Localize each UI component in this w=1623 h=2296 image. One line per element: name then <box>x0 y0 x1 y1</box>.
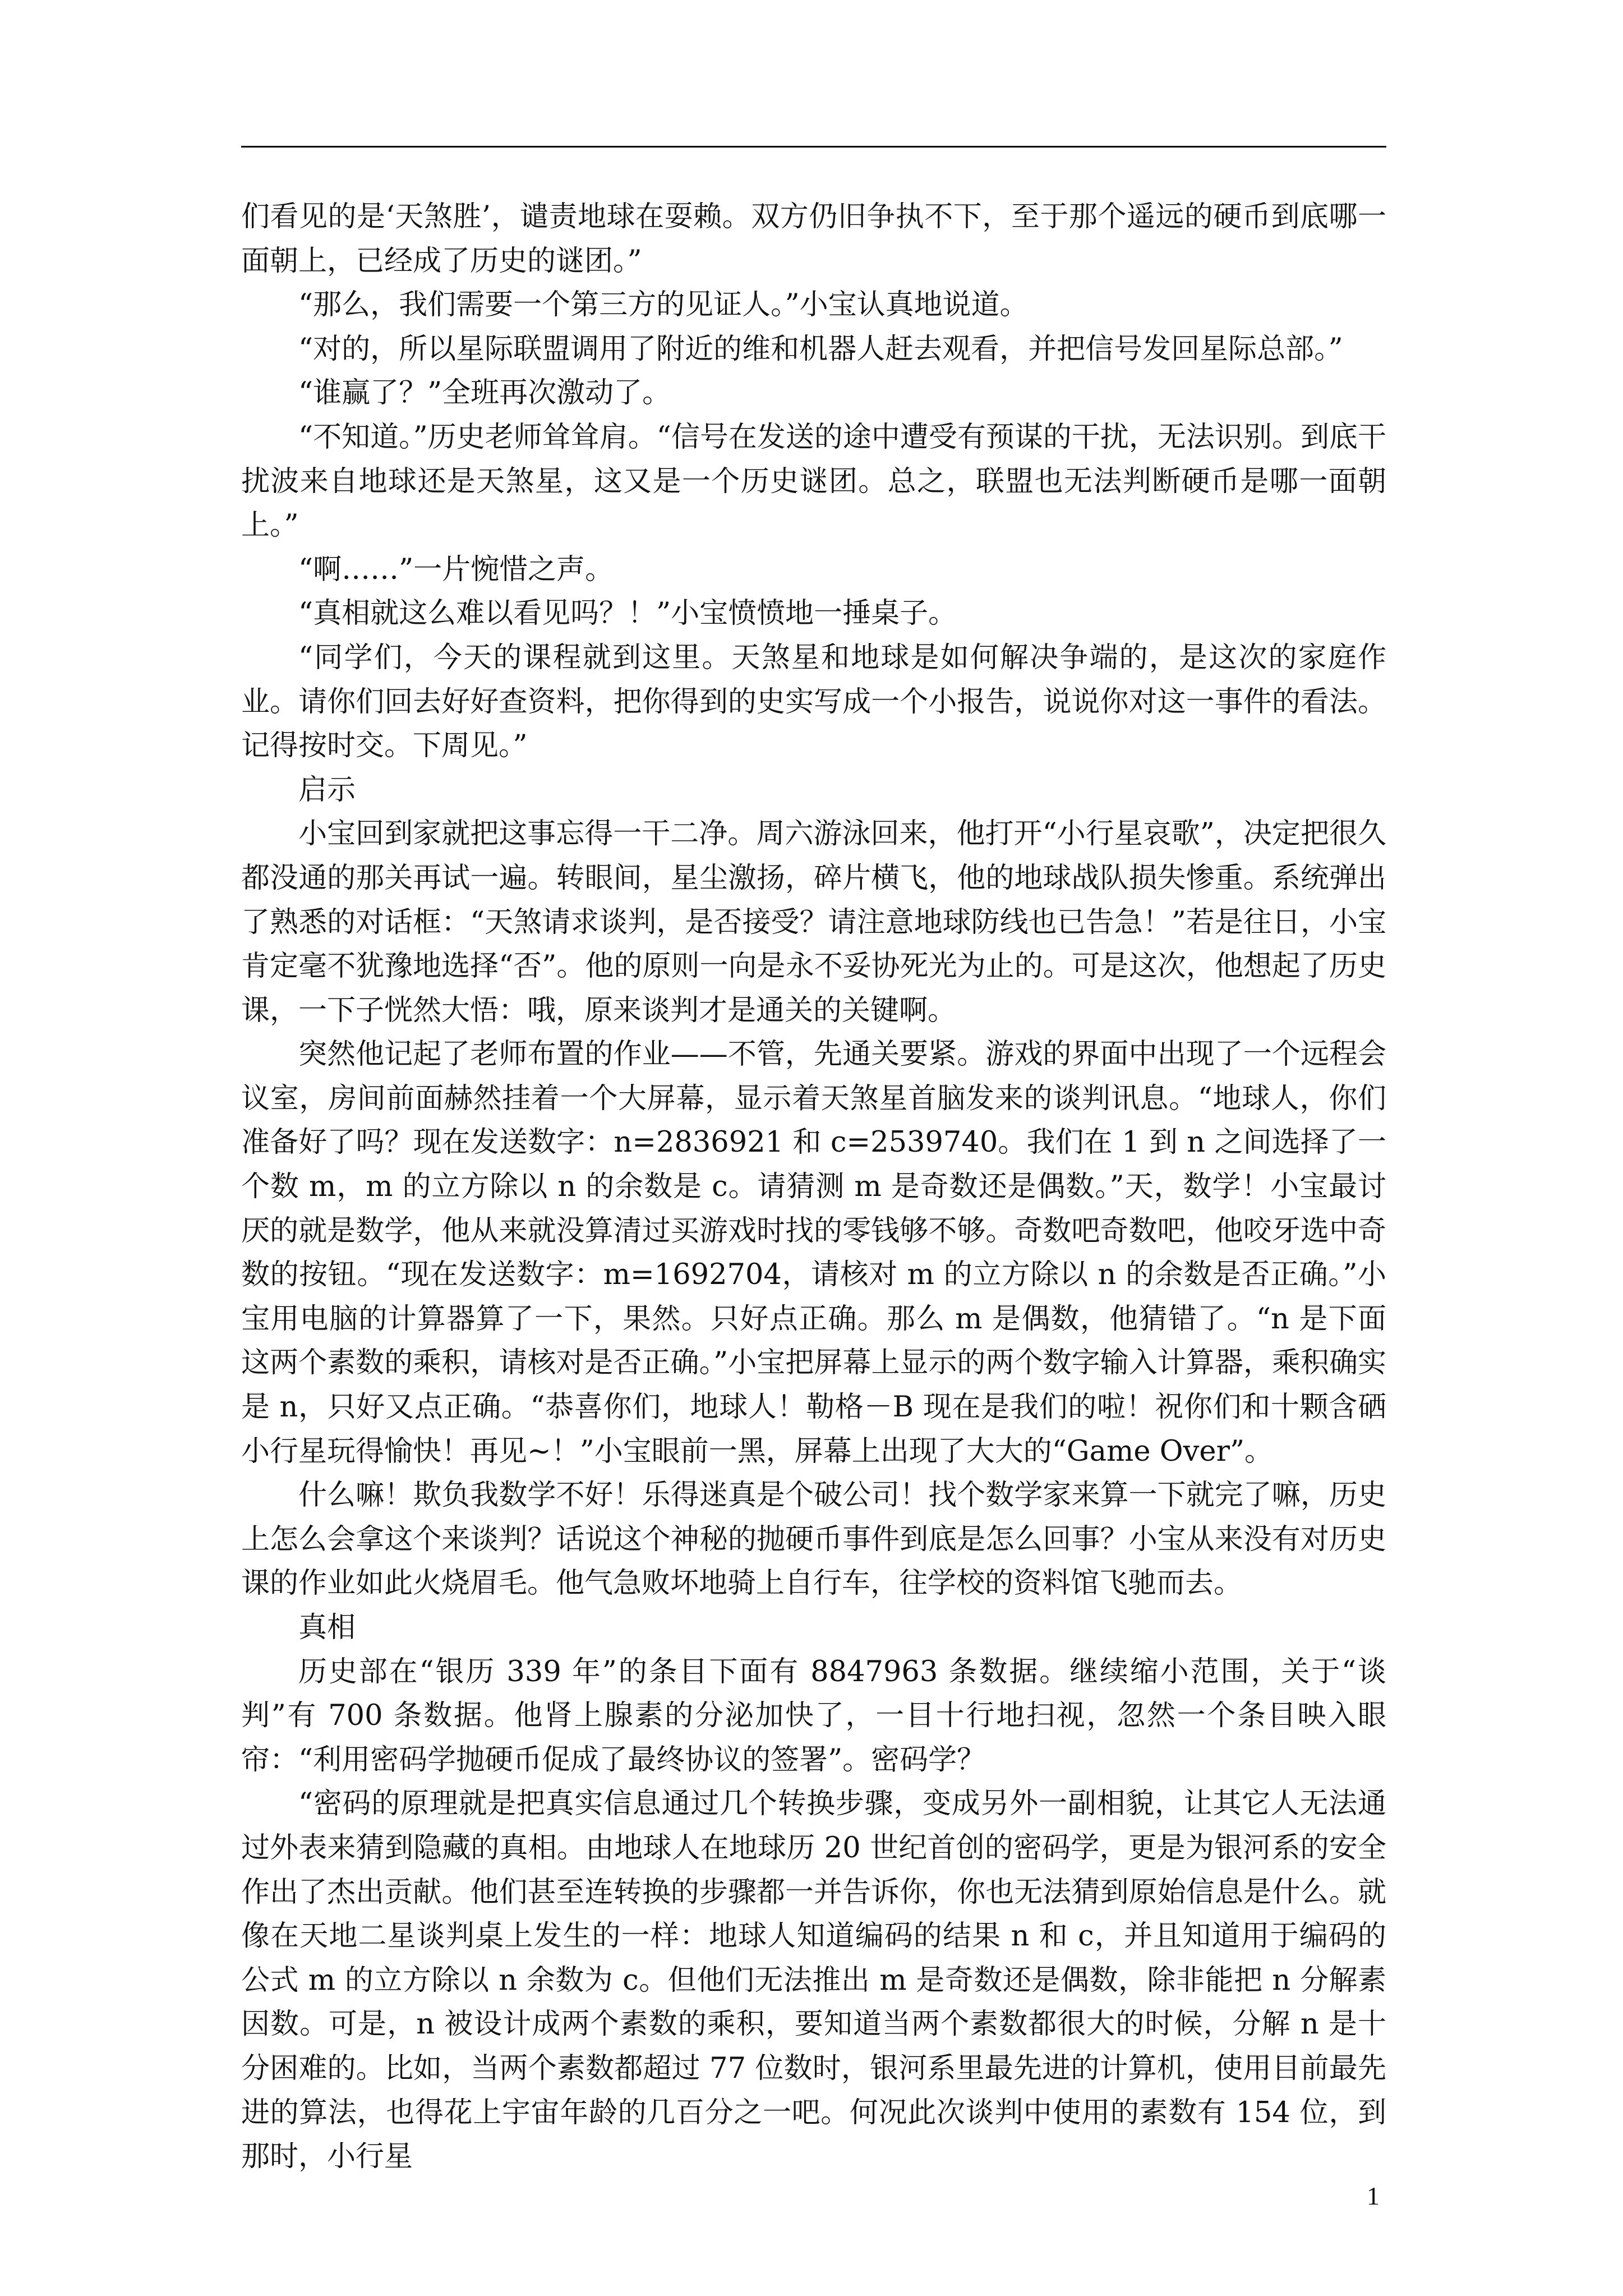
paragraph-continued: 们看见的是‘天煞胜’，谴责地球在耍赖。双方仍旧争执不下，至于那个遥远的硬币到底哪一面朝上，已经成了历史的谜团。” <box>241 200 1386 278</box>
section-heading: 真相 <box>298 1611 356 1644</box>
section-heading: 启示 <box>298 773 356 807</box>
header-rule <box>241 146 1386 148</box>
paragraph: “密码的原理就是把真实信息通过几个转换步骤，变成另外一副相貌，让其它人无法通过外表来猜到隐藏的真相。由地球人在地球历 20 世纪首创的密码学，更是为银河系的安全作出了杰出贡献。他们甚至连转换的步骤都一并告诉你，你也无法猜到原始信息是什么。就像在天地二星谈判桌上发生的一样：地球人知道编码的结果 n 和 c，并且知道用于编码的公式 m 的立方除以 n 余数为 c。但他们无法推出 m 是奇数还是偶数，除非能把 n 分解素因数。可是，n 被设计成两个素数的乘积，要知道当两个素数都很大的时候，分解 n 是十分困难的。比如，当两个素数都超过 77 位数时，银河系里最先进的计算机，使用目前最先进的算法，也得花上宇宙年龄的几百分之一吧。何况此次谈判中使用的素数有 154 位，到那时，小行星 <box>241 1787 1386 2174</box>
paragraph: “不知道。”历史老师耸耸肩。“信号在发送的途中遭受有预谋的干扰，无法识别。到底干扰波来自地球还是天煞星，这又是一个历史谜团。总之，联盟也无法判断硬币是哪一面朝上。” <box>241 420 1386 542</box>
page-number: 1 <box>1367 2182 1380 2210</box>
paragraph: “真相就这么难以看见吗？！”小宝愤愤地一捶桌子。 <box>298 597 957 631</box>
paragraph: 什么嘛！欺负我数学不好！乐得迷真是个破公司！找个数学家来算一下就完了嘛，历史上怎么会拿这个来谈判？话说这个神秘的抛硬币事件到底是怎么回事？小宝从来没有对历史课的作业如此火烧眉毛。他气急败坏地骑上自行车，往学校的资料馆飞驰而去。 <box>241 1479 1386 1600</box>
body-text <box>241 195 1386 2179</box>
paragraph: “啊……”一片惋惜之声。 <box>298 553 614 586</box>
paragraph: “对的，所以星际联盟调用了附近的维和机器人赶去观看，并把信号发回星际总部。” <box>298 332 1343 366</box>
paragraph: 小宝回到家就把这事忘得一干二净。周六游泳回来，他打开“小行星哀歌”，决定把很久都没通的那关再试一遍。转眼间，星尘激扬，碎片横飞，他的地球战队损失惨重。系统弹出了熟悉的对话框：“天煞请求谈判，是否接受？请注意地球防线也已告急！”若是往日，小宝肯定毫不犹豫地选择“否”。他的原则一向是永不妥协死光为止的。可是这次，他想起了历史课，一下子恍然大悟：哦，原来谈判才是通关的关键啊。 <box>241 817 1386 1027</box>
paragraph: 历史部在“银历 339 年”的条目下面有 8847963 条数据。继续缩小范围，关于“谈判”有 700 条数据。他肾上腺素的分泌加快了，一目十行地扫视，忽然一个条目映入眼帘：“利用密码学抛硬币促成了最终协议的签署”。密码学？ <box>241 1655 1386 1777</box>
paragraph: 突然他记起了老师布置的作业——不管，先通关要紧。游戏的界面中出现了一个远程会议室，房间前面赫然挂着一个大屏幕，显示着天煞星首脑发来的谈判讯息。“地球人，你们准备好了吗？现在发送数字：n=2836921 和 c=2539740。我们在 1 到 n 之间选择了一个数 m，m 的立方除以 n 的余数是 c。请猜测 m 是奇数还是偶数。”天，数学！小宝最讨厌的就是数学，他从来就没算清过买游戏时找的零钱够不够。奇数吧奇数吧，他咬牙选中奇数的按钮。“现在发送数字：m=1692704，请核对 m 的立方除以 n 的余数是否正确。”小宝用电脑的计算器算了一下，果然。只好点正确。那么 m 是偶数，他猜错了。“n 是下面这两个素数的乘积，请核对是否正确。”小宝把屏幕上显示的两个数字输入计算器，乘积确实是 n，只好又点正确。“恭喜你们，地球人！勒格－B 现在是我们的啦！祝你们和十颗含硒小行星玩得愉快！再见~！”小宝眼前一黑，屏幕上出现了大大的“Game Over”。 <box>241 1038 1386 1468</box>
paragraph: “谁赢了？”全班再次激动了。 <box>298 376 671 410</box>
paragraph: “同学们，今天的课程就到这里。天煞星和地球是如何解决争端的，是这次的家庭作业。请你们回去好好查资料，把你得到的史实写成一个小报告，说说你对这一事件的看法。记得按时交。下周见。” <box>241 641 1386 763</box>
paragraph: “那么，我们需要一个第三方的见证人。”小宝认真地说道。 <box>298 288 1029 322</box>
